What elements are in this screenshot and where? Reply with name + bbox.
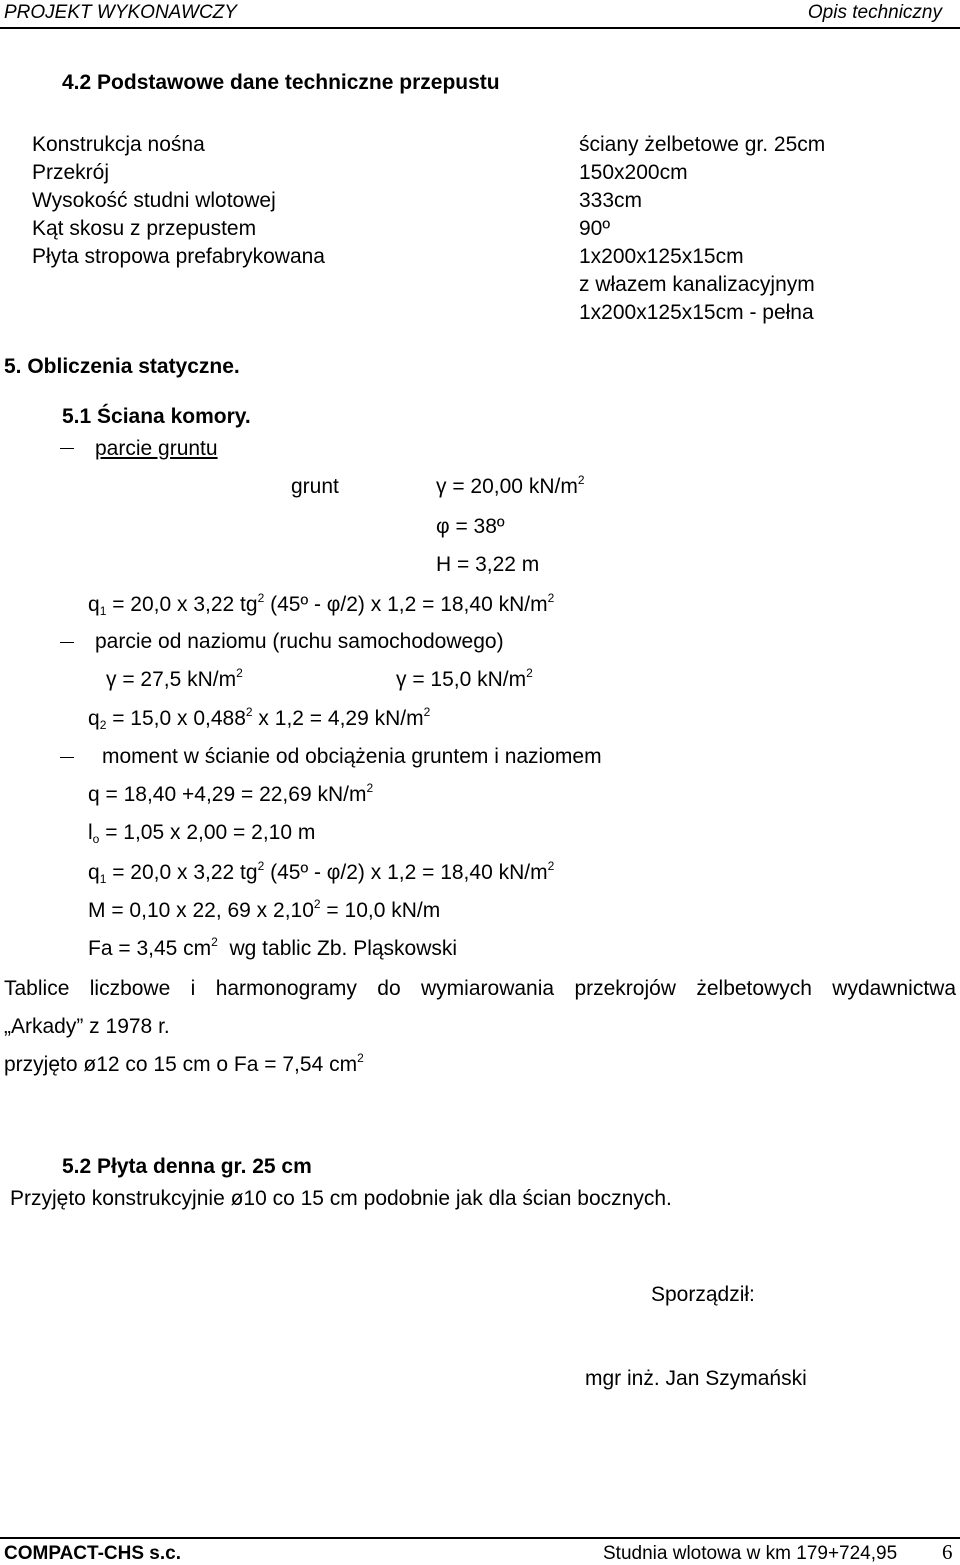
- row-value: 1x200x125x15cm: [579, 245, 744, 268]
- bullet-dash: [60, 448, 74, 449]
- formula-moment: M = 0,10 x 22, 69 x $2,10^2 = 10,0$ kN/m: [88, 897, 441, 922]
- row-value-extra: 1x200x125x15cm - pełna: [579, 301, 814, 324]
- section-5-2-title: 5.2 Płyta denna gr. 25 cm: [62, 1155, 312, 1178]
- row-label: Przekrój: [32, 161, 110, 184]
- row-label: Konstrukcja nośna: [32, 133, 205, 156]
- row-value: 90º: [579, 217, 611, 240]
- row-value: 150x200cm: [579, 161, 688, 184]
- parcie-gruntu-heading: parcie gruntu: [95, 437, 218, 460]
- formula-q-sum: q = 18,40 +4,29 = 22,69 $kN/m^2$: [88, 781, 374, 806]
- footer-company: COMPACT-CHS s.c.: [4, 1543, 182, 1564]
- przyjeto-text: przyjęto ø12 co 15 cm o Fa = 7,54 $cm^2$: [4, 1051, 364, 1076]
- formula-lo: $l_o = 1,05$ x 2,00 = 2,10 m: [88, 821, 316, 846]
- formula-q1: $q_1 = 20,0$ x 3,22 $tg^2$ (45º - φ/2) x 1,2 = 18,40 $kN/m^2$: [88, 591, 555, 618]
- parcie-naziomu-heading: parcie od naziomu (ruchu samochodowego): [95, 630, 504, 653]
- arkady-text: „Arkady” z 1978 r.: [4, 1015, 170, 1038]
- row-value: 333cm: [579, 189, 643, 212]
- section-4-2-title: 4.2 Podstawowe dane techniczne przepustu: [62, 71, 500, 94]
- bullet-dash: [60, 757, 74, 758]
- row-value: ściany żelbetowe gr. 25cm: [579, 133, 826, 156]
- page-number: 6: [942, 1540, 953, 1564]
- grunt-label: grunt: [291, 475, 339, 498]
- moment-heading: moment w ścianie od obciążenia gruntem i naziomem: [102, 745, 602, 768]
- row-label: Wysokość studni wlotowej: [32, 189, 276, 212]
- phi-angle: φ = 38º: [436, 515, 505, 538]
- header-rule: [0, 27, 960, 29]
- header-right: Opis techniczny: [807, 2, 942, 23]
- row-label: Płyta stropowa prefabrykowana: [32, 245, 325, 268]
- gamma-surcharge-2: γ = 15,0 $kN/m^2$: [396, 666, 533, 691]
- gamma-surcharge-1: γ = 27,5 $kN/m^2$: [106, 666, 243, 691]
- formula-q2: $q_2 = 15,0$ x 0,488$^2$ x 1,2 = 4,29 $kN/m^2$: [88, 705, 431, 732]
- row-value-extra: z włazem kanalizacyjnym: [579, 273, 815, 296]
- signature-label: Sporządził:: [651, 1283, 755, 1306]
- section-5-2-text: Przyjęto konstrukcyjnie ø10 co 15 cm podobnie jak dla ścian bocznych.: [10, 1187, 672, 1210]
- footer-title: Studnia wlotowa w km 179+724,95: [603, 1543, 898, 1564]
- bullet-dash: [60, 642, 74, 643]
- footer-rule: [0, 1537, 960, 1539]
- section-5-1-title: 5.1 Ściana komory.: [62, 405, 251, 428]
- section-5-title: 5. Obliczenia statyczne.: [4, 355, 240, 378]
- signature-name: mgr inż. Jan Szymański: [585, 1367, 807, 1390]
- header-left: PROJEKT WYKONAWCZY: [4, 2, 237, 23]
- gamma-soil: γ = 20,00 $kN/m^2$: [436, 473, 585, 498]
- height-H: H = 3,22 m: [436, 553, 540, 576]
- formula-fa: Fa = 3,45 $cm^2$ wg tablic Zb. Pląskowski: [88, 935, 458, 960]
- formula-q1-repeat: $q_1 = 20,0$ x 3,22 $tg^2$ (45º - φ/2) x 1,2 = 18,40 $kN/m^2$: [88, 859, 555, 886]
- tablice-text: Tablice liczbowe i harmonogramy do wymiarowania przekrojów żelbetowych wydawnictwa: [4, 977, 956, 1000]
- row-label: Kąt skosu z przepustem: [32, 217, 257, 240]
